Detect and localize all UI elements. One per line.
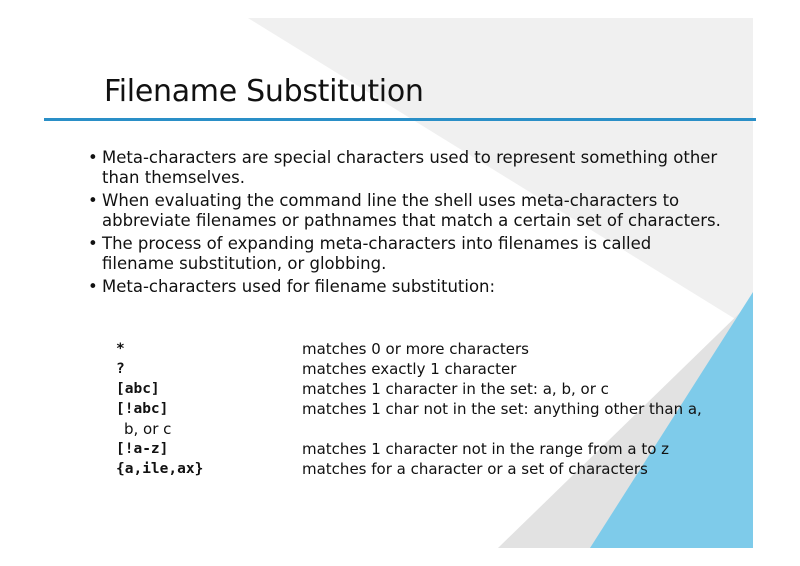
metachar-pattern: {a,ile,ax} xyxy=(116,461,204,477)
metachar-pattern: * xyxy=(116,341,125,357)
title-underline xyxy=(44,118,756,121)
bullet-dot: • xyxy=(88,234,98,253)
metachar-row xyxy=(116,459,716,479)
metachar-description: matches for a character or a set of characters xyxy=(302,460,648,478)
metachar-pattern: [!a-z] xyxy=(116,441,169,457)
bullet-item xyxy=(88,277,728,297)
metachar-row xyxy=(116,359,716,379)
metachar-pattern: ? xyxy=(116,361,125,377)
bullet-text: Meta-characters are special characters used to represent something other than themselves. xyxy=(102,148,718,187)
metachar-description: matches 0 or more characters xyxy=(302,340,529,358)
metachar-row xyxy=(116,399,716,439)
slide-title: Filename Substitution xyxy=(104,74,424,109)
bullet-item xyxy=(88,148,728,188)
bullet-text: When evaluating the command line the shell uses meta-characters to abbreviate filenames or pathnames that match a certain set of characters. xyxy=(102,191,721,230)
bullet-list xyxy=(88,148,728,300)
metachar-description-continuation: b, or c xyxy=(124,420,172,438)
bullet-item xyxy=(88,191,728,231)
metachar-description: matches 1 character in the set: a, b, or c xyxy=(302,380,609,398)
bullet-dot: • xyxy=(88,191,98,210)
bullet-item xyxy=(88,234,728,274)
bullet-text: Meta-characters used for filename substitution: xyxy=(102,277,496,296)
bullet-dot: • xyxy=(88,148,98,167)
metachar-pattern: [!abc] xyxy=(116,401,169,417)
metachar-description: matches 1 character not in the range from a to z xyxy=(302,440,670,458)
metachar-description: matches 1 char not in the set: anything other than a, xyxy=(302,400,702,418)
bullet-text: The process of expanding meta-characters into filenames is called filename substitution, or globbing. xyxy=(102,234,652,273)
metachar-pattern: [abc] xyxy=(116,381,160,397)
metachar-description: matches exactly 1 character xyxy=(302,360,517,378)
metachar-row xyxy=(116,439,716,459)
metachar-row xyxy=(116,339,716,359)
bullet-dot: • xyxy=(88,277,98,296)
metachar-table xyxy=(116,339,716,479)
metachar-row xyxy=(116,379,716,399)
